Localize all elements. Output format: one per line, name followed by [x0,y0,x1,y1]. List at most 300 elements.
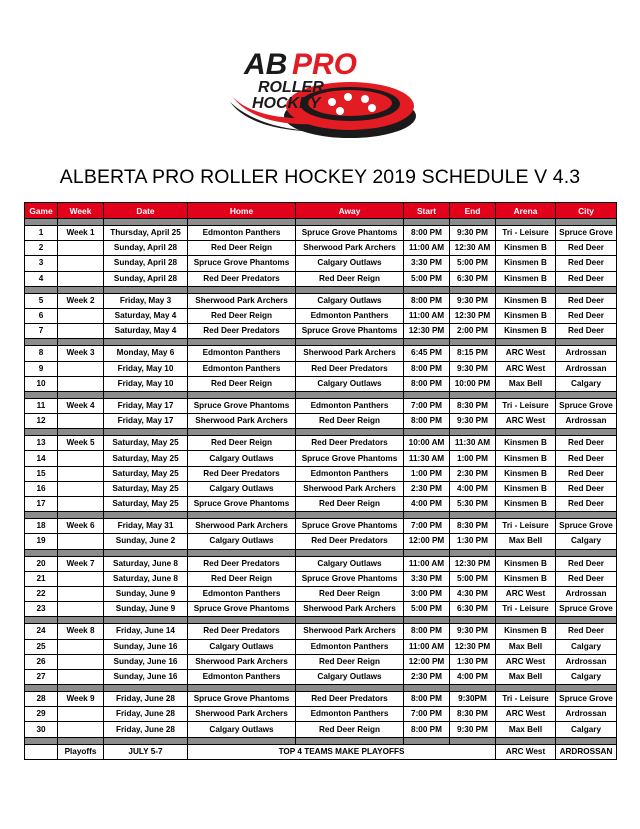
start-cell: 5:00 PM [404,602,450,617]
date-cell: Friday, June 14 [104,624,188,639]
week-cell: Week 4 [58,398,104,413]
date-cell: Saturday, May 25 [104,436,188,451]
city-cell: Ardrossan [556,654,617,669]
table-row [25,556,617,571]
city-cell: Ardrossan [556,414,617,429]
arena-cell: ARC West [496,654,556,669]
home-cell: Red Deer Predators [188,324,296,339]
end-cell: 1:30 PM [450,654,496,669]
start-cell: 11:30 AM [404,451,450,466]
table-row [25,481,617,496]
city-cell: Red Deer [556,571,617,586]
start-cell: 8:00 PM [404,376,450,391]
end-cell: 9:30 PM [450,226,496,241]
start-cell: 12:00 PM [404,534,450,549]
city-cell: Spruce Grove [556,398,617,413]
city-cell: Ardrossan [556,707,617,722]
playoffs-row [25,744,617,759]
table-row [25,534,617,549]
game-cell: 9 [25,361,58,376]
game-cell: 19 [25,534,58,549]
start-cell: 7:00 PM [404,519,450,534]
game-cell: 2 [25,241,58,256]
date-cell: Monday, May 6 [104,346,188,361]
date-cell: JULY 5-7 [104,744,188,759]
arena-cell: Kinsmen B [496,466,556,481]
end-cell: 9:30 PM [450,361,496,376]
city-cell: Red Deer [556,308,617,323]
week-cell [58,466,104,481]
week-separator [25,685,617,692]
city-cell: Calgary [556,669,617,684]
brand-ab-text: AB [244,48,288,81]
start-cell: 2:30 PM [404,481,450,496]
end-cell: 10:00 PM [450,376,496,391]
game-cell: 24 [25,624,58,639]
city-cell: Ardrossan [556,361,617,376]
city-cell: ARDROSSAN [556,744,617,759]
week-cell [58,571,104,586]
date-cell: Friday, June 28 [104,707,188,722]
start-cell: 11:00 AM [404,241,450,256]
table-header-row [25,203,617,219]
week-cell: Week 2 [58,293,104,308]
playoffs-note: TOP 4 TEAMS MAKE PLAYOFFS [188,744,496,759]
arena-cell: Tri - Leisure [496,519,556,534]
date-cell: Sunday, June 16 [104,669,188,684]
table-row [25,361,617,376]
end-cell: 9:30 PM [450,414,496,429]
game-cell: 29 [25,707,58,722]
arena-cell: Kinsmen B [496,481,556,496]
city-cell: Red Deer [556,451,617,466]
week-cell [58,707,104,722]
start-cell: 11:00 AM [404,556,450,571]
week-separator [25,512,617,519]
arena-cell: Kinsmen B [496,624,556,639]
week-cell: Week 1 [58,226,104,241]
end-cell: 1:00 PM [450,451,496,466]
table-row [25,571,617,586]
arena-cell: Tri - Leisure [496,692,556,707]
start-cell: 7:00 PM [404,398,450,413]
away-cell: Red Deer Predators [296,534,404,549]
away-cell: Edmonton Panthers [296,639,404,654]
date-cell: Sunday, April 28 [104,271,188,286]
away-cell: Calgary Outlaws [296,376,404,391]
city-cell: Red Deer [556,241,617,256]
brand-hockey-text: HOCKEY [252,95,321,112]
home-cell: Spruce Grove Phantoms [188,398,296,413]
arena-cell: Max Bell [496,534,556,549]
home-cell: Spruce Grove Phantoms [188,256,296,271]
away-cell: Spruce Grove Phantoms [296,451,404,466]
column-header-home: Home [188,203,296,219]
table-row [25,692,617,707]
away-cell: Red Deer Predators [296,692,404,707]
table-row [25,722,617,737]
home-cell: Sherwood Park Archers [188,293,296,308]
end-cell: 2:30 PM [450,466,496,481]
game-cell: 21 [25,571,58,586]
game-cell: 3 [25,256,58,271]
arena-cell: ARC West [496,414,556,429]
home-cell: Red Deer Reign [188,308,296,323]
city-cell: Calgary [556,639,617,654]
start-cell: 3:30 PM [404,256,450,271]
table-row [25,308,617,323]
start-cell: 12:30 PM [404,324,450,339]
home-cell: Edmonton Panthers [188,226,296,241]
away-cell: Edmonton Panthers [296,466,404,481]
table-row [25,256,617,271]
home-cell: Red Deer Reign [188,571,296,586]
start-cell: 3:30 PM [404,571,450,586]
date-cell: Friday, May 10 [104,361,188,376]
arena-cell: Kinsmen B [496,293,556,308]
date-cell: Saturday, May 4 [104,324,188,339]
week-separator [25,429,617,436]
end-cell: 2:00 PM [450,324,496,339]
arena-cell: Kinsmen B [496,324,556,339]
arena-cell: Kinsmen B [496,556,556,571]
city-cell: Spruce Grove [556,692,617,707]
start-cell: 8:00 PM [404,722,450,737]
game-cell: 20 [25,556,58,571]
start-cell: 8:00 PM [404,624,450,639]
end-cell: 5:30 PM [450,497,496,512]
date-cell: Saturday, May 25 [104,466,188,481]
home-cell: Edmonton Panthers [188,361,296,376]
end-cell: 12:30 PM [450,308,496,323]
table-row [25,497,617,512]
away-cell: Calgary Outlaws [296,293,404,308]
week-separator [25,339,617,346]
away-cell: Red Deer Predators [296,436,404,451]
week-separator [25,549,617,556]
game-cell: 16 [25,481,58,496]
game-cell: 27 [25,669,58,684]
date-cell: Saturday, June 8 [104,571,188,586]
home-cell: Calgary Outlaws [188,451,296,466]
arena-cell: Max Bell [496,669,556,684]
arena-cell: Tri - Leisure [496,226,556,241]
city-cell: Red Deer [556,271,617,286]
table-row [25,707,617,722]
start-cell: 5:00 PM [404,271,450,286]
away-cell: Sherwood Park Archers [296,481,404,496]
column-header-away: Away [296,203,404,219]
away-cell: Edmonton Panthers [296,308,404,323]
table-row [25,451,617,466]
game-cell: 8 [25,346,58,361]
week-separator [25,286,617,293]
week-cell [58,497,104,512]
home-cell: Sherwood Park Archers [188,707,296,722]
away-cell: Edmonton Panthers [296,707,404,722]
away-cell: Red Deer Reign [296,722,404,737]
away-cell: Sherwood Park Archers [296,602,404,617]
game-cell: 22 [25,586,58,601]
city-cell: Ardrossan [556,586,617,601]
start-cell: 2:30 PM [404,669,450,684]
game-cell [25,744,58,759]
home-cell: Edmonton Panthers [188,346,296,361]
away-cell: Calgary Outlaws [296,556,404,571]
column-header-game: Game [25,203,58,219]
home-cell: Red Deer Predators [188,466,296,481]
end-cell: 12:30 AM [450,241,496,256]
end-cell: 6:30 PM [450,271,496,286]
table-row [25,241,617,256]
city-cell: Red Deer [556,556,617,571]
table-row [25,639,617,654]
arena-cell: Kinsmen B [496,271,556,286]
date-cell: Friday, June 28 [104,722,188,737]
end-cell: 8:30 PM [450,519,496,534]
city-cell: Red Deer [556,256,617,271]
game-cell: 15 [25,466,58,481]
arena-cell: Max Bell [496,376,556,391]
week-cell [58,586,104,601]
week-cell [58,534,104,549]
home-cell: Edmonton Panthers [188,669,296,684]
end-cell: 4:00 PM [450,481,496,496]
table-row [25,293,617,308]
away-cell: Sherwood Park Archers [296,624,404,639]
date-cell: Sunday, June 16 [104,654,188,669]
end-cell: 4:00 PM [450,669,496,684]
page-title: ALBERTA PRO ROLLER HOCKEY 2019 SCHEDULE V 4.3 [59,166,581,188]
city-cell: Spruce Grove [556,602,617,617]
end-cell: 11:30 AM [450,436,496,451]
game-cell: 11 [25,398,58,413]
away-cell: Spruce Grove Phantoms [296,519,404,534]
home-cell: Sherwood Park Archers [188,519,296,534]
arena-cell: Kinsmen B [496,256,556,271]
date-cell: Sunday, June 2 [104,534,188,549]
home-cell: Calgary Outlaws [188,481,296,496]
table-row [25,586,617,601]
date-cell: Saturday, May 25 [104,451,188,466]
home-cell: Spruce Grove Phantoms [188,497,296,512]
game-cell: 26 [25,654,58,669]
brand-pro-text: PRO [292,48,358,81]
game-cell: 13 [25,436,58,451]
city-cell: Calgary [556,376,617,391]
date-cell: Saturday, June 8 [104,556,188,571]
week-cell: Week 3 [58,346,104,361]
date-cell: Friday, May 31 [104,519,188,534]
arena-cell: ARC West [496,744,556,759]
game-cell: 1 [25,226,58,241]
week-separator [25,391,617,398]
end-cell: 8:30 PM [450,398,496,413]
date-cell: Sunday, June 16 [104,639,188,654]
city-cell: Red Deer [556,293,617,308]
away-cell: Sherwood Park Archers [296,346,404,361]
game-cell: 12 [25,414,58,429]
start-cell: 6:45 PM [404,346,450,361]
away-cell: Red Deer Reign [296,497,404,512]
away-cell: Red Deer Predators [296,361,404,376]
table-row [25,624,617,639]
week-cell [58,639,104,654]
end-cell: 9:30 PM [450,624,496,639]
away-cell: Spruce Grove Phantoms [296,571,404,586]
end-cell: 5:00 PM [450,256,496,271]
start-cell: 12:00 PM [404,654,450,669]
table-row [25,519,617,534]
home-cell: Calgary Outlaws [188,639,296,654]
game-cell: 6 [25,308,58,323]
date-cell: Saturday, May 4 [104,308,188,323]
arena-cell: Kinsmen B [496,241,556,256]
game-cell: 30 [25,722,58,737]
column-header-city: City [556,203,617,219]
week-cell [58,669,104,684]
table-row [25,414,617,429]
home-cell: Spruce Grove Phantoms [188,602,296,617]
start-cell: 8:00 PM [404,226,450,241]
schedule-table [24,202,617,760]
week-cell: Week 6 [58,519,104,534]
week-cell [58,654,104,669]
date-cell: Friday, June 28 [104,692,188,707]
game-cell: 28 [25,692,58,707]
away-cell: Edmonton Panthers [296,398,404,413]
end-cell: 6:30 PM [450,602,496,617]
week-cell [58,271,104,286]
arena-cell: ARC West [496,707,556,722]
end-cell: 9:30 PM [450,722,496,737]
week-cell [58,376,104,391]
week-cell [58,256,104,271]
arena-cell: Kinsmen B [496,451,556,466]
city-cell: Calgary [556,534,617,549]
table-row [25,669,617,684]
end-cell: 8:30 PM [450,707,496,722]
date-cell: Sunday, June 9 [104,602,188,617]
week-cell [58,241,104,256]
home-cell: Red Deer Predators [188,556,296,571]
date-cell: Sunday, April 28 [104,256,188,271]
home-cell: Sherwood Park Archers [188,654,296,669]
game-cell: 23 [25,602,58,617]
away-cell: Red Deer Reign [296,414,404,429]
week-cell [58,308,104,323]
date-cell: Thursday, April 25 [104,226,188,241]
start-cell: 8:00 PM [404,361,450,376]
end-cell: 1:30 PM [450,534,496,549]
brand-roller-text: ROLLER [258,79,324,96]
table-row [25,376,617,391]
away-cell: Spruce Grove Phantoms [296,324,404,339]
start-cell: 10:00 AM [404,436,450,451]
table-row [25,398,617,413]
table-row [25,271,617,286]
home-cell: Red Deer Reign [188,436,296,451]
start-cell: 3:00 PM [404,586,450,601]
city-cell: Red Deer [556,324,617,339]
week-separator [25,617,617,624]
end-cell: 5:00 PM [450,571,496,586]
home-cell: Red Deer Reign [188,241,296,256]
date-cell: Sunday, June 9 [104,586,188,601]
home-cell: Calgary Outlaws [188,534,296,549]
game-cell: 5 [25,293,58,308]
home-cell: Red Deer Predators [188,624,296,639]
away-cell: Red Deer Reign [296,654,404,669]
week-cell [58,414,104,429]
city-cell: Spruce Grove [556,519,617,534]
arena-cell: ARC West [496,586,556,601]
column-header-end: End [450,203,496,219]
away-cell: Red Deer Reign [296,271,404,286]
column-header-date: Date [104,203,188,219]
city-cell: Red Deer [556,466,617,481]
away-cell: Red Deer Reign [296,586,404,601]
week-cell: Playoffs [58,744,104,759]
game-cell: 18 [25,519,58,534]
end-cell: 9:30 PM [450,293,496,308]
city-cell: Spruce Grove [556,226,617,241]
week-cell [58,451,104,466]
start-cell: 8:00 PM [404,692,450,707]
date-cell: Friday, May 17 [104,398,188,413]
away-cell: Calgary Outlaws [296,256,404,271]
city-cell: Calgary [556,722,617,737]
game-cell: 7 [25,324,58,339]
date-cell: Saturday, May 25 [104,497,188,512]
arena-cell: Kinsmen B [496,308,556,323]
week-cell: Week 9 [58,692,104,707]
arena-cell: Tri - Leisure [496,398,556,413]
week-cell [58,361,104,376]
table-row [25,602,617,617]
arena-cell: Kinsmen B [496,497,556,512]
week-cell [58,602,104,617]
home-cell: Spruce Grove Phantoms [188,692,296,707]
arena-cell: Kinsmen B [496,571,556,586]
away-cell: Calgary Outlaws [296,669,404,684]
home-cell: Sherwood Park Archers [188,414,296,429]
date-cell: Friday, May 17 [104,414,188,429]
table-row [25,436,617,451]
home-cell: Edmonton Panthers [188,586,296,601]
start-cell: 4:00 PM [404,497,450,512]
week-cell: Week 8 [58,624,104,639]
end-cell: 4:30 PM [450,586,496,601]
column-header-week: Week [58,203,104,219]
arena-cell: ARC West [496,361,556,376]
start-cell: 8:00 PM [404,293,450,308]
arena-cell: Max Bell [496,722,556,737]
home-cell: Calgary Outlaws [188,722,296,737]
week-cell: Week 5 [58,436,104,451]
game-cell: 4 [25,271,58,286]
end-cell: 8:15 PM [450,346,496,361]
table-row [25,346,617,361]
city-cell: Ardrossan [556,346,617,361]
start-cell: 11:00 AM [404,308,450,323]
arena-cell: Tri - Leisure [496,602,556,617]
date-cell: Sunday, April 28 [104,241,188,256]
table-row [25,226,617,241]
column-header-start: Start [404,203,450,219]
away-cell: Spruce Grove Phantoms [296,226,404,241]
end-cell: 12:30 PM [450,639,496,654]
